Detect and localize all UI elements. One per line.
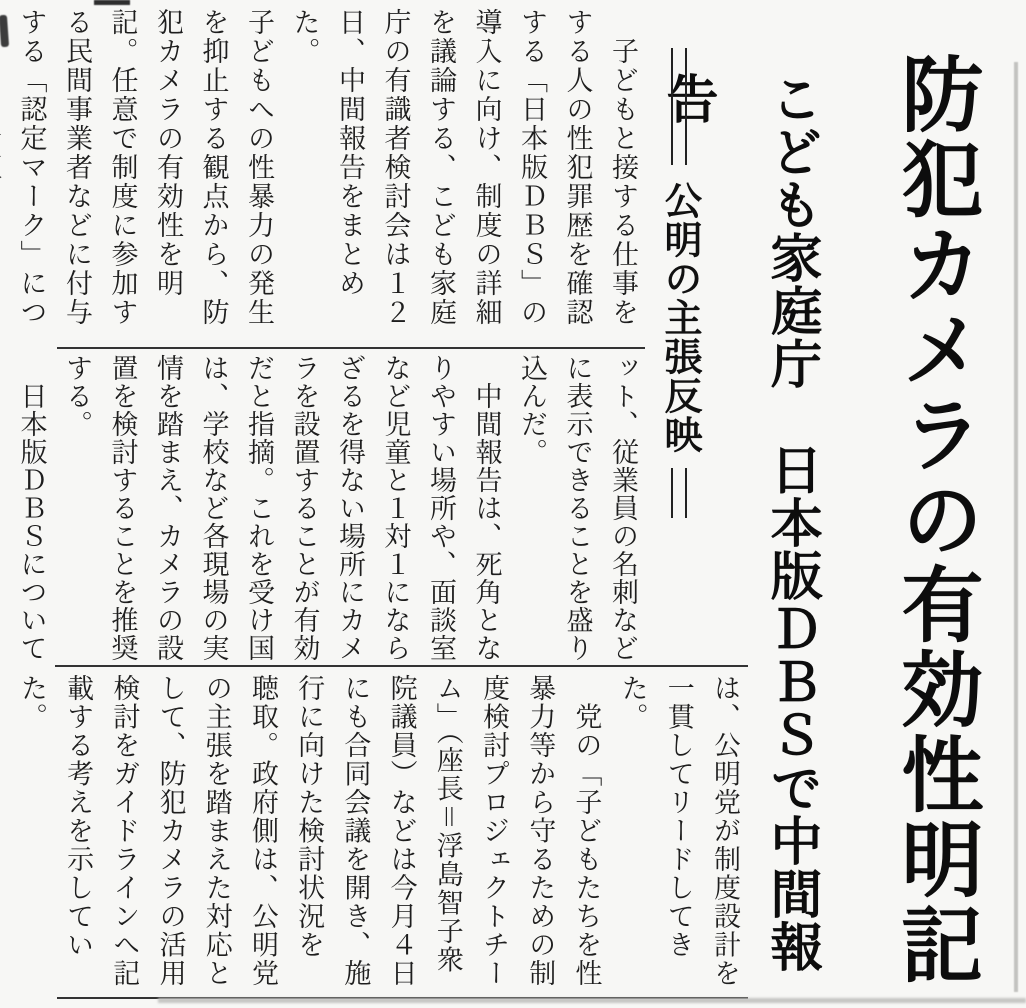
body-text-column [0, 8, 8, 346]
body-text-column: 日、中間報告をまとめた。 [289, 8, 365, 298]
body-text-column: して、防犯カメラの活用 [155, 674, 186, 988]
body-text-column: だと指摘。これを受け国 [244, 354, 274, 662]
body-text-column: る民間事業者などに付与 [62, 8, 92, 327]
section-header-rule-top [671, 48, 687, 165]
main-headline: 防犯カメラの有効性明記 [890, 52, 981, 987]
body-text-column: 載する考えを示してい [63, 674, 94, 959]
body-text-column: を抑止する観点から、防 [198, 8, 229, 327]
scan-edge-bottom [158, 998, 1026, 1003]
body-text-column: た。 [16, 674, 47, 731]
section-header: 公明の主張反映 [658, 181, 700, 454]
body-band-bottom [8, 674, 748, 996]
body-text-column: 記。任意で制度に参加す [107, 8, 138, 327]
body-text-column: は、学校など各現場の実 [198, 354, 229, 662]
body-text-column: 情を踏まえ、カメラの設 [153, 354, 183, 662]
body-text-column: 犯カメラの有効性を明 [153, 8, 183, 298]
body-text-column: ム」（座長＝浮島智子衆 [432, 674, 463, 974]
body-text-column: 子どもと接する仕事を [608, 8, 638, 327]
body-text-column: 庁の有識者検討会は１２ [380, 8, 411, 327]
body-text-column: 置を検討することを推奨 [107, 354, 138, 662]
body-text-column: する「認定マーク」につ [16, 8, 47, 327]
body-text-column: 度検討プロジェクトチー [478, 674, 509, 988]
body-text-column: りやすい場所や、面談室 [426, 354, 456, 662]
body-text-column: を議論する、こども家庭 [426, 8, 456, 327]
scan-artifact-top [94, 0, 130, 5]
body-text-column: 暴力等から守るための制 [525, 674, 556, 988]
section-header-rule-bottom [671, 468, 687, 518]
divider-after-middle-band [55, 665, 748, 667]
body-text-column: する人の性犯罪歴を確認 [562, 8, 593, 327]
body-text-column: する。 [62, 354, 92, 438]
body-text-column: など児童と１対１になら [380, 354, 411, 662]
body-text-column: 日本版ＤＢＳについて [16, 354, 47, 662]
body-text-column: の主張を踏まえた対応と [201, 674, 232, 988]
body-text-column: 検討をガイドラインへ記 [109, 674, 140, 988]
body-text-column: た。 [617, 674, 648, 731]
body-text-column: 党の「子どもたちを性 [571, 674, 602, 988]
body-text-column: にも合同会議を開き、施 [340, 674, 371, 988]
body-text-column: 中間報告は、死角とな [471, 354, 502, 662]
sub-headline: こども家庭庁 日本版ＤＢＳで中間報告 [658, 72, 820, 973]
body-text-column: は、公明党が制度設計を [710, 674, 740, 988]
body-text-column: ざるを得ない場所にカメ [335, 354, 365, 662]
body-text-column: に表示できることを盛り [562, 354, 593, 662]
body-text-column: 行に向けた検討状況を [294, 674, 325, 959]
body-text-column: する「日本版ＤＢＳ」の [517, 8, 547, 327]
divider-after-top-band [57, 347, 645, 349]
body-text-column: 導入に向け、制度の詳細 [471, 8, 502, 327]
body-text-column: ラを設置することが有効 [289, 354, 320, 662]
body-band-middle [8, 354, 645, 662]
body-text-column: 込んだ。 [517, 354, 547, 466]
body-text-column: 一貫してリードしてき [663, 674, 694, 959]
scan-edge-right [1014, 62, 1018, 992]
section-header-block [650, 48, 708, 528]
body-text-column: 院議員）などは今月４日 [386, 674, 417, 988]
body-text-column: 子どもへの性暴力の発生 [244, 8, 274, 327]
body-band-top [8, 8, 645, 346]
body-text-column: 聴取。政府側は、公明党 [247, 674, 278, 988]
body-text-column: ット、従業員の名刺など [608, 354, 638, 662]
